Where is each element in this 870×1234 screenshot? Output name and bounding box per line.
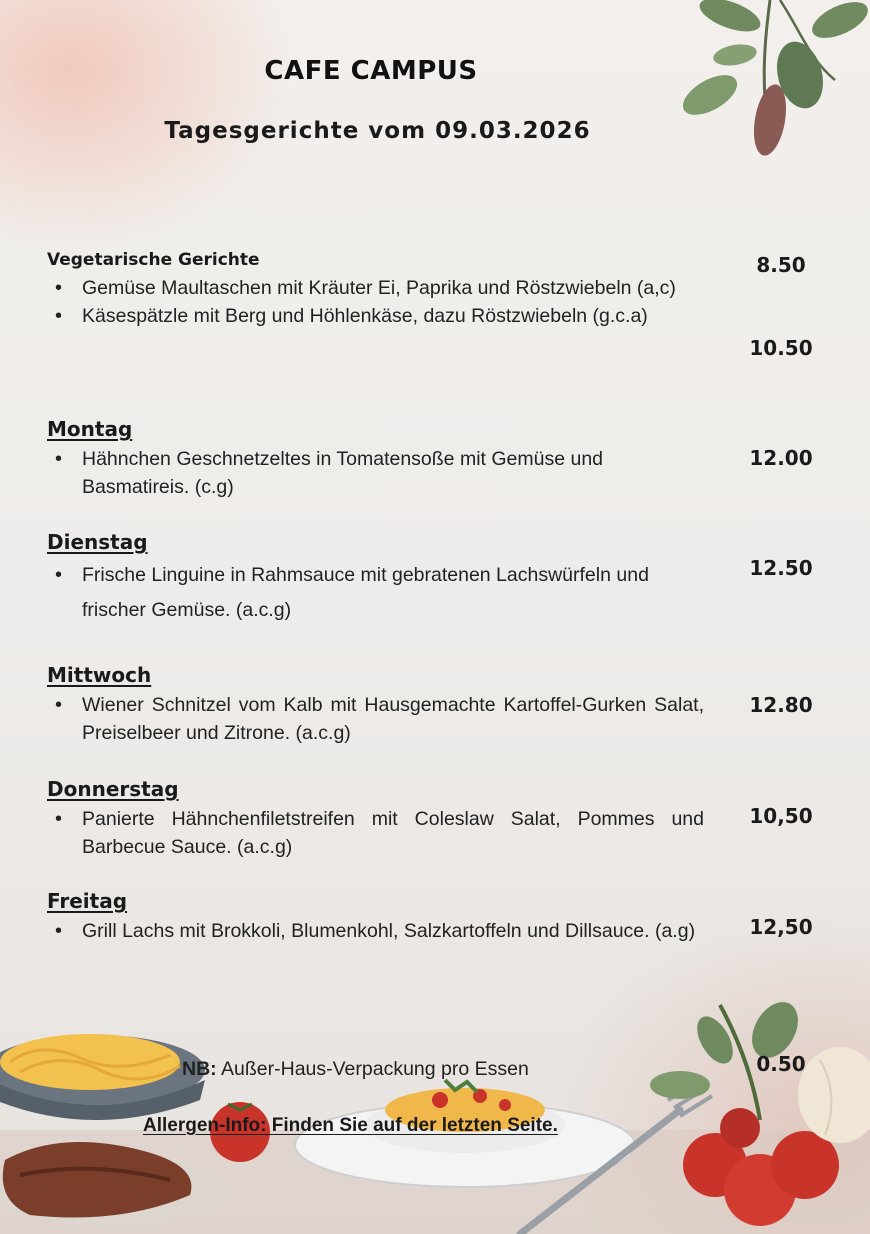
menu-item-price: 10.50 <box>749 336 813 360</box>
menu-item-price: 10,50 <box>749 804 813 828</box>
menu-item: • Grill Lachs mit Brokkoli, Blumenkohl, Salzkartoffeln und Dillsauce. (a.g) <box>47 917 702 945</box>
section-montag <box>47 417 827 501</box>
item-list <box>47 558 827 628</box>
menu-item-price: 12.50 <box>749 556 813 580</box>
page-subtitle: Tagesgerichte vom 09.03.2026 <box>164 118 591 144</box>
nb-label: NB: <box>182 1058 217 1080</box>
section-vegetarian <box>47 250 827 330</box>
menu-item-price: 12.00 <box>749 446 813 470</box>
nb-text: Außer-Haus-Verpackung pro Essen <box>216 1058 529 1080</box>
menu-item: • Wiener Schnitzel vom Kalb mit Hausgemachte Kartoffel-Gurken Salat, Preiselbeer und Zitrone. (a.c.g) <box>47 691 704 747</box>
allergen-info: Allergen-Info: Finden Sie auf der letzten Seite. <box>143 1115 558 1136</box>
menu-item-price: 12.80 <box>749 693 813 717</box>
packaging-note <box>182 1058 529 1081</box>
section-title: Freitag <box>47 889 128 913</box>
section-title: Mittwoch <box>47 663 152 687</box>
packaging-price: 0.50 <box>756 1052 806 1076</box>
section-title: Montag <box>47 417 133 441</box>
section-title: Vegetarische Gerichte <box>47 250 260 270</box>
section-freitag <box>47 889 827 945</box>
section-title: Dienstag <box>47 530 148 554</box>
page-title: CAFE CAMPUS <box>264 56 478 86</box>
menu-item-price: 8.50 <box>756 253 806 277</box>
menu-item: • Käsespätzle mit Berg und Höhlenkäse, dazu Röstzwiebeln (g.c.a) <box>47 302 702 330</box>
section-mittwoch <box>47 663 827 747</box>
item-list <box>47 917 827 945</box>
item-list <box>47 274 827 330</box>
section-dienstag <box>47 530 827 628</box>
item-list <box>47 805 827 861</box>
item-list <box>47 445 827 501</box>
section-title: Donnerstag <box>47 777 179 801</box>
menu-item: • Gemüse Maultaschen mit Kräuter Ei, Paprika und Röstzwiebeln (a,c) <box>47 274 702 302</box>
menu-item: • Hähnchen Geschnetzeltes in Tomatensoße mit Gemüse und Basmatireis. (c.g) <box>47 445 702 501</box>
menu-item: • Panierte Hähnchenfiletstreifen mit Coleslaw Salat, Pommes und Barbecue Sauce. (a.c.g) <box>47 805 704 861</box>
section-donnerstag <box>47 777 827 861</box>
menu-item: • Frische Linguine in Rahmsauce mit gebratenen Lachswürfeln und frischer Gemüse. (a.c.g) <box>47 558 702 628</box>
menu-item-price: 12,50 <box>749 915 813 939</box>
pasta-bowl-icon <box>0 1034 205 1120</box>
item-list <box>47 691 827 747</box>
